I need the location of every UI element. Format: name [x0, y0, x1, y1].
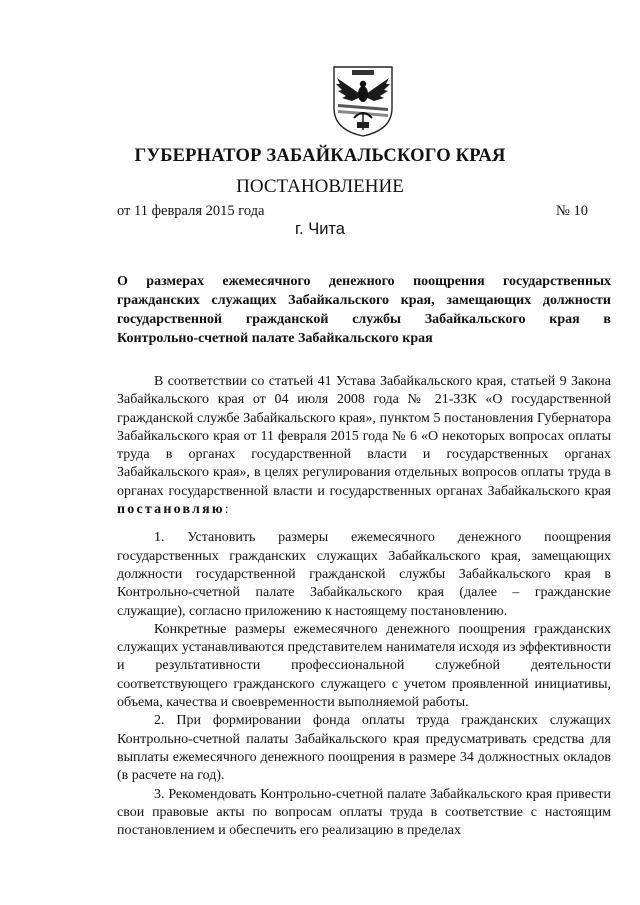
resolution-title [117, 272, 611, 348]
document-number: № 10 [556, 203, 588, 219]
document-city: г. Чита [295, 220, 345, 238]
title-line: государственной гражданской службы Забайкальского края в [117, 312, 611, 327]
document-date: от 11 февраля 2015 года [117, 203, 265, 219]
decree-word: постановляю [117, 502, 225, 518]
paragraph-1: 1. Установить размеры ежемесячного денежного поощрения государственных гражданских служащих Забайкальского края, замещающих должности государственной гражданской службы Забайкальского края в Контрольно-счетной палате Забайкальского края (далее – гражданские служащие), согласно приложению к настоящему постановлению. [117, 530, 611, 619]
resolution-body [117, 373, 611, 840]
governor-title: ГУБЕРНАТОР ЗАБАЙКАЛЬСКОГО КРАЯ [134, 146, 506, 166]
title-line: гражданских служащих Забайкальского края, замещающих должности [117, 293, 611, 308]
paragraph-2: 2. При формировании фонда оплаты труда гражданских служащих Контрольно-счетной палаты Забайкальского края предусматривать средства для выплаты ежемесячного денежного поощрения в размере 34 должностных окладов (в расчете на год). [117, 713, 611, 784]
decree-colon: : [224, 502, 229, 518]
paragraph-1-continuation: Конкретные размеры ежемесячного денежного поощрения гражданских служащих устанавливаются представителем нанимателя исходя из эффективности и результативности профессиональной служебной деятельности соответствующего гражданского служащего с учетом проявленной инициативы, объема, качества и своевременности выполняемой работы. [117, 621, 611, 711]
paragraph-3: 3. Рекомендовать Контрольно-счетной палате Забайкальского края привести свои правовые акты по вопросам оплаты труда в соответствие с настоящим постановлением и обеспечить его реализацию в пределах [117, 786, 611, 839]
title-line: О размерах ежемесячного денежного поощрения государственных [117, 274, 611, 289]
preamble-text: В соответствии со статьей 41 Устава Забайкальского края, статьей 9 Закона Забайкальского края от 04 июля 2008 года № 21-ЗЗК «О государственной гражданской службе Забайкальского края», пунктом 5 постановления Губернатора Забайкальского края от 11 февраля 2015 года № 6 «О некоторых вопросах оплаты труда в органах государственной власти и государственных органах Забайкальского края», в целях регулирования отдельных вопросов оплаты труда в органах государственной власти и государственных органах Забайкальского края [117, 374, 611, 499]
document-type: ПОСТАНОВЛЕНИЕ [236, 176, 404, 197]
title-line: Контрольно-счетной палате Забайкальского края [117, 331, 433, 346]
zabaykalsky-coat-of-arms-icon [330, 64, 396, 138]
preamble-paragraph [117, 373, 611, 519]
